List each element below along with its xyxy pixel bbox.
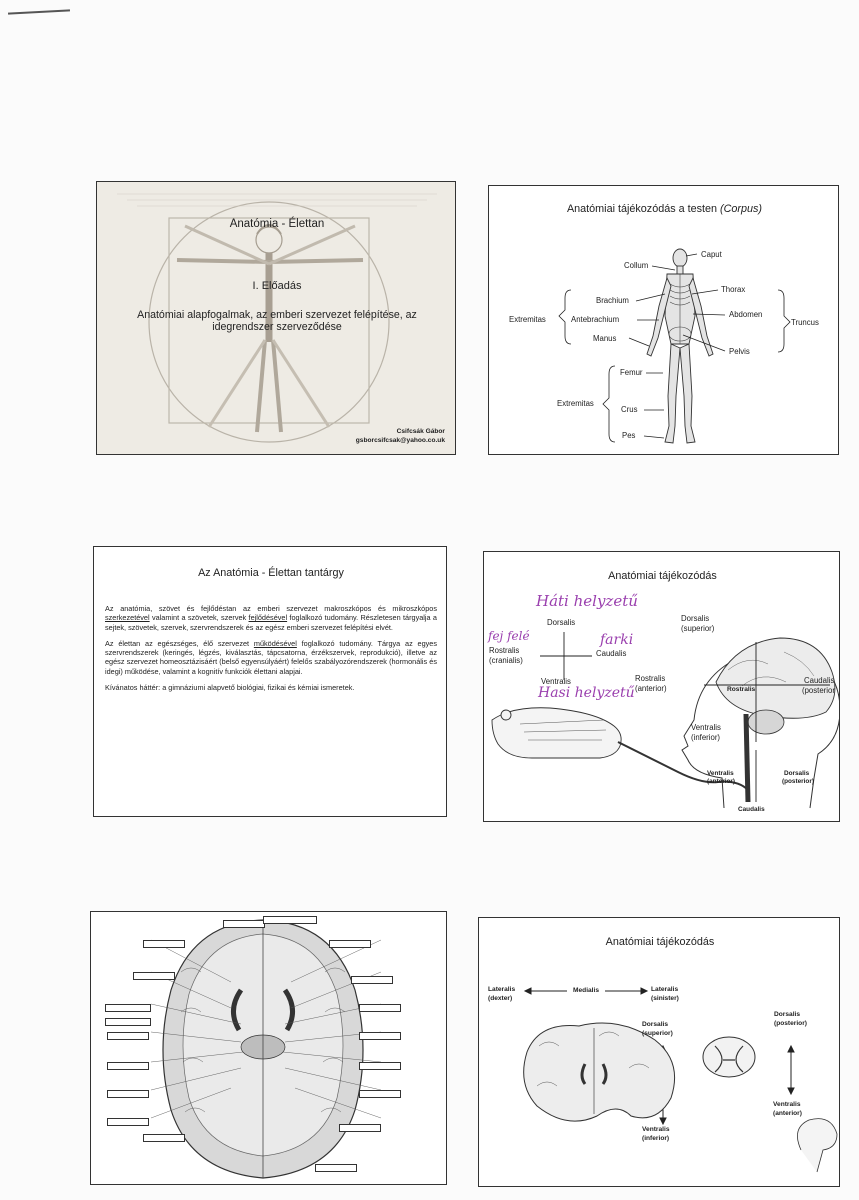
- label-dexter: (dexter): [488, 995, 513, 1002]
- label-dorsalis-brain: Dorsalis: [642, 1021, 669, 1028]
- callout-label-right-7: [339, 1124, 381, 1132]
- label-pes: Pes: [622, 431, 636, 440]
- slide3-paragraph-background: Kívánatos háttér: a gimnáziumi alapvető biológiai, fizikai és kémiai ismeretek.: [105, 683, 355, 693]
- slide3-title: Az Anatómia - Élettan tantárgy: [198, 567, 344, 579]
- spine-label-dorsalis: Dorsalis: [784, 770, 810, 777]
- head-label-ventralis: Ventralis: [691, 723, 721, 732]
- spine-label-ventralis: Ventralis: [707, 770, 734, 777]
- label-lateralis-sinister: Lateralis: [651, 986, 679, 993]
- label-lateralis-dexter: Lateralis: [488, 986, 516, 993]
- slide4-title: Anatómiai tájékozódás: [608, 570, 717, 582]
- slide-title: [96, 181, 456, 455]
- callout-label-right-1: [329, 940, 371, 948]
- callout-label-left-7: [107, 1090, 149, 1098]
- rat-label-dorsalis: Dorsalis: [547, 618, 576, 627]
- callout-label-top-2: [263, 916, 317, 924]
- callout-label-right-3: [359, 1004, 401, 1012]
- label-antebrachium: Antebrachium: [571, 315, 620, 324]
- handwritten-note-cranial: fej felé: [488, 629, 530, 643]
- callout-label-left-9: [143, 1134, 185, 1142]
- label-femur: Femur: [620, 368, 643, 377]
- callout-label-right-8: [315, 1164, 357, 1172]
- slide3-paragraph-anatomy: [105, 604, 437, 632]
- head-label-inferior: (inferior): [691, 733, 721, 742]
- label-caput: Caput: [701, 250, 722, 259]
- callout-label-left-2: [133, 972, 175, 980]
- handwritten-note-caudal: farki: [600, 632, 634, 648]
- rat-label-caudalis: Caudalis: [596, 649, 627, 658]
- slide-lateral-medial: [478, 917, 840, 1187]
- slide-course-description: [93, 546, 447, 817]
- label-extremitas-upper: Extremitas: [509, 315, 546, 324]
- label-anterior: (anterior): [773, 1110, 802, 1117]
- p1-text-a: Az anatómia, szövet és fejlődéstan az emberi szervezet makroszkópos és mikroszkópos: [105, 604, 437, 613]
- slide1-subtitle-line2: idegrendszer szerveződése: [212, 321, 342, 333]
- spine-label-caudalis: Caudalis: [738, 806, 765, 813]
- slide-body-orientation: [488, 185, 839, 455]
- brain-horizontal-section-figure: [91, 912, 447, 1185]
- label-superior: (superior): [642, 1030, 673, 1037]
- handwritten-note-ventral: Hasi helyzetű: [538, 685, 635, 701]
- head-label-posterior: (posterior: [802, 686, 835, 695]
- label-thorax: Thorax: [721, 285, 746, 294]
- slide-brain-section: [90, 911, 447, 1185]
- callout-label-left-6: [107, 1062, 149, 1070]
- spine-label-posterior: (posterior): [782, 778, 814, 785]
- coronal-brain-and-spinal-cord-figure: [479, 918, 840, 1187]
- p1-underlined-structure: szerkezetével: [105, 613, 150, 623]
- label-posterior: (posterior): [774, 1020, 807, 1027]
- label-dorsalis-cord: Dorsalis: [774, 1011, 801, 1018]
- callout-label-right-2: [351, 976, 393, 984]
- head-label-anterior: (anterior): [635, 684, 667, 693]
- slide-directional-terms: [483, 551, 840, 822]
- slide2-title-italic: (Corpus): [720, 203, 763, 215]
- p1-underlined-development: fejlődésével: [248, 613, 288, 623]
- slide3-paragraph-physiology: [105, 639, 437, 676]
- label-abdomen: Abdomen: [729, 310, 763, 319]
- label-ventralis-brain: Ventralis: [642, 1126, 670, 1133]
- callout-label-top-1: [223, 920, 265, 928]
- label-sinister: (sinister): [651, 995, 679, 1002]
- p1-text-b: valamint a szövetek, szervek: [149, 613, 249, 623]
- head-label-superior: (superior): [681, 624, 715, 633]
- callout-label-right-5: [359, 1062, 401, 1070]
- label-inferior: (inferior): [642, 1135, 670, 1142]
- label-brachium: Brachium: [596, 296, 629, 305]
- label-collum: Collum: [624, 261, 649, 270]
- slide3-body: [105, 604, 437, 699]
- label-crus: Crus: [621, 405, 638, 414]
- slide1-title: Anatómia - Élettan: [229, 218, 325, 230]
- slide1-subtitle-line1: Anatómiai alapfogalmak, az emberi szervezet felépítése, az: [137, 309, 417, 321]
- head-label-rostralis: Rostralis: [635, 674, 666, 683]
- callout-label-left-4: [105, 1018, 151, 1026]
- rat-label-cranialis: (cranialis): [489, 656, 523, 665]
- callout-label-right-4: [359, 1032, 401, 1040]
- scan-mark: [8, 9, 70, 14]
- p2-text-b: foglalkozó tudomány. Tárgya az egyes szervrendszerek (keringés, légzés, kiválasztás, tápcsatorna, érzékszervek, reprodukció), illetve az egész szervezet homeosztázisáért (belső egyensúlyáért) felelős szabályozórendszerek (hormonális és idegi) működése, valamint a kognitív funkciók élettani alapjai.: [105, 638, 437, 676]
- label-medialis: Medialis: [573, 987, 600, 994]
- p2-text-a: Az élettan az egészséges, élő szervezet: [105, 638, 254, 648]
- callout-label-left-5: [107, 1032, 149, 1040]
- label-manus: Manus: [593, 334, 617, 343]
- label-ventralis-cord: Ventralis: [773, 1101, 801, 1108]
- head-label-caudalis: Caudalis: [804, 676, 835, 685]
- brain-label-rostralis: Rostralis: [727, 686, 756, 693]
- label-extremitas-lower: Extremitas: [557, 399, 594, 408]
- p2-underlined-function: működésével: [253, 638, 297, 648]
- callout-label-left-3: [105, 1004, 151, 1012]
- slide2-title-main: Anatómiai tájékozódás a testen: [566, 203, 718, 215]
- spine-label-anterior: (anterior): [707, 778, 736, 785]
- rat-label-ventralis: Ventralis: [541, 677, 571, 686]
- handwritten-note-dorsal: Háti helyzetű: [536, 592, 638, 610]
- callout-label-right-6: [359, 1090, 401, 1098]
- p1-text-c: foglalkozó tudomány. Részletesen tárgyalja a sejtek, szövetek, szervek, szervrendszerek és az egész emberi szervezet felépítési elvét.: [105, 613, 437, 632]
- label-truncus: Truncus: [791, 318, 819, 327]
- callout-label-left-1: [143, 940, 185, 948]
- rat-label-rostralis: Rostralis: [489, 646, 520, 655]
- slide1-email: gsborcsifcsak@yahoo.co.uk: [355, 437, 445, 444]
- head-label-dorsalis: Dorsalis: [681, 614, 710, 623]
- label-pelvis: Pelvis: [729, 347, 750, 356]
- slide6-title: Anatómiai tájékozódás: [605, 936, 715, 948]
- slide1-lecture: I. Előadás: [252, 280, 302, 292]
- slide1-author: Csifcsák Gábor: [396, 428, 445, 435]
- callout-label-left-8: [107, 1118, 149, 1126]
